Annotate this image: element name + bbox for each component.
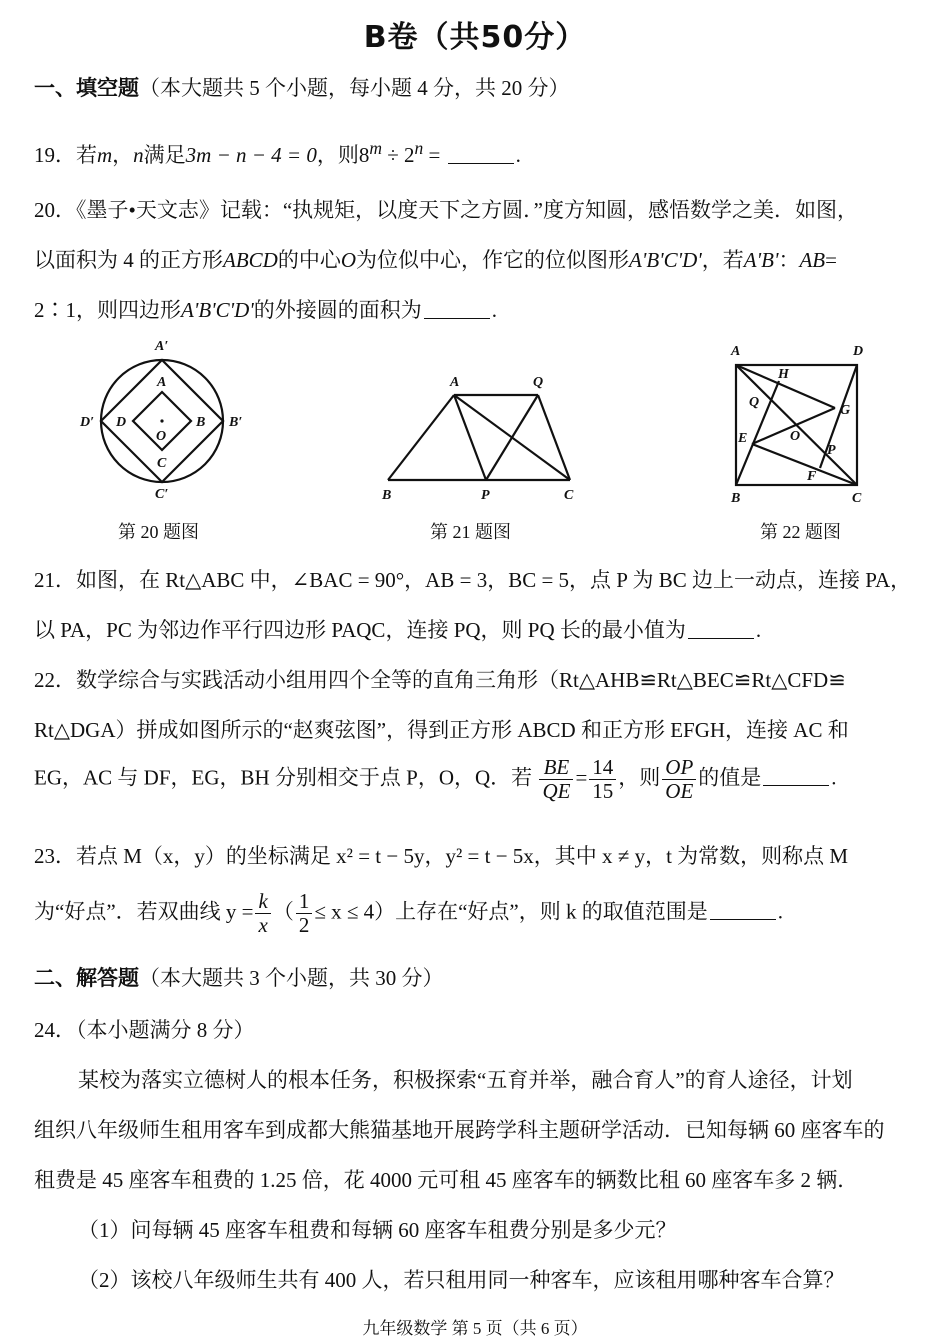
question-22-line-2 <box>34 714 849 744</box>
label-b: B <box>382 488 392 503</box>
answer-blank[interactable] <box>448 162 514 164</box>
fraction-1-2 <box>296 890 313 937</box>
q19-text: 满足 <box>143 143 186 167</box>
question-number: 23． <box>34 844 76 868</box>
question-19 <box>34 138 521 169</box>
var-n: n <box>133 143 144 167</box>
label-b: B <box>196 415 206 430</box>
question-23-line-2 <box>34 890 783 937</box>
fraction-op-oe <box>662 756 696 803</box>
q20-ab: AB <box>799 248 826 272</box>
answer-blank[interactable] <box>763 784 829 786</box>
label-a: A <box>157 375 167 390</box>
q24-sub-question-1: （1）问每辆 45 座客车租费和每辆 60 座客车租费分别是多少元？ <box>78 1218 677 1242</box>
q20-abcd-prime: A'B'C'D' <box>629 248 702 272</box>
q19-eq: = <box>423 143 446 167</box>
question-21-line-1 <box>34 564 911 594</box>
fraction-k-x <box>255 890 270 937</box>
q19-end: . <box>515 143 521 167</box>
figure-22-caption: 第 22 题图 <box>760 522 841 542</box>
q23-text: （ <box>272 899 294 924</box>
q20-end: . <box>491 298 498 322</box>
q21-text: 以 PA，PC 为邻边作平行四边形 PAQC，连接 PQ，则 PQ 长的最小值为 <box>34 618 686 642</box>
label-c-prime: C′ <box>155 487 169 502</box>
label-f: F <box>807 469 817 484</box>
label-a: A <box>731 344 741 359</box>
answer-blank[interactable] <box>424 317 490 319</box>
question-20-line-1 <box>34 194 858 224</box>
label-c: C <box>564 488 574 503</box>
frac-num: OP <box>662 756 696 780</box>
q23-text: 为“好点”．若双曲线 y = <box>34 899 254 924</box>
question-number: 24． <box>34 1018 76 1042</box>
section-1-heading <box>34 72 570 102</box>
label-a: A <box>450 375 460 390</box>
q20-text: 为位似中心，作它的位似图形 <box>356 248 629 272</box>
q20-text: 2∶1，则四边形 <box>34 298 181 322</box>
question-number: 20． <box>34 198 76 222</box>
frac-den: 2 <box>298 913 310 938</box>
q22-text: EG，AC 与 DF，EG，BH 分别相交于点 P，O，Q．若 <box>34 765 533 790</box>
q21-end: . <box>755 618 762 642</box>
q22-text: 的值是 <box>698 765 762 790</box>
q19-text: ，则 <box>316 143 359 167</box>
label-o: O <box>790 429 801 444</box>
question-20-line-2 <box>34 244 837 274</box>
q24-paragraph-line-2: 组织八年级师生租用客车到成都大熊猫基地开展跨学科主题研学活动．已知每辆 60 座客车的 <box>34 1118 885 1142</box>
q23-text: ≤ x ≤ 4）上存在“好点”，则 k 的取值范围是 <box>314 899 708 924</box>
q19-sep: ， <box>112 143 134 167</box>
q20-o: O <box>340 248 356 272</box>
frac-den: x <box>258 913 268 938</box>
q24-sub-question-2: （2）该校八年级师生共有 400 人，若只租用同一种客车，应该租用哪种客车合算？ <box>78 1268 845 1292</box>
frac-den: QE <box>542 779 571 804</box>
figure-20-caption: 第 20 题图 <box>118 522 199 542</box>
q24-paragraph-line-3: 租费是 45 座客车租费的 1.25 倍，花 4000 元可租 45 座客车的辆数比租 60 座客车多 2 辆． <box>34 1168 859 1192</box>
figure-21-caption: 第 21 题图 <box>430 522 511 542</box>
question-22-line-3 <box>34 756 837 803</box>
frac-num: BE <box>539 756 573 780</box>
figure-21-diagram <box>378 368 588 508</box>
label-d-prime: D′ <box>80 415 95 430</box>
q22-end: . <box>831 765 837 790</box>
label-e: E <box>738 431 748 446</box>
q24-score: （本小题满分 8 分） <box>76 1018 255 1042</box>
section-2-heading <box>34 962 444 992</box>
question-21-line-2 <box>34 614 761 644</box>
label-o: O <box>156 429 167 444</box>
section-2-note: （本大题共 3 个小题，共 30 分） <box>139 966 444 990</box>
q24-paragraph-line-1: 某校为落实立德树人的根本任务，积极探索“五育并举，融合育人”的育人途径，计划 <box>78 1068 853 1092</box>
question-20-line-3 <box>34 294 497 324</box>
label-g: G <box>840 403 851 418</box>
fraction-be-qe <box>539 756 573 803</box>
label-c: C <box>852 491 862 506</box>
label-b-prime: B′ <box>229 415 243 430</box>
q22-text: ，则 <box>618 765 661 790</box>
q19-text: 若 <box>76 143 97 167</box>
label-q: Q <box>749 395 760 410</box>
q23-end: . <box>777 899 784 924</box>
q20-colon: ： <box>778 248 800 272</box>
page-footer: 九年级数学 第 5 页（共 6 页） <box>362 1319 588 1338</box>
q19-expr: 8 <box>358 143 370 167</box>
fraction-14-15 <box>589 756 616 803</box>
q20-eq: = <box>825 248 837 272</box>
q20-abcd-prime: A'B'C'D' <box>181 298 254 322</box>
exp-m: m <box>369 138 382 158</box>
question-number: 21． <box>34 568 76 592</box>
label-a-prime: A′ <box>155 339 169 354</box>
label-b: B <box>731 491 741 506</box>
exp-n: n <box>414 138 424 158</box>
q20-text: 以面积为 4 的正方形 <box>34 248 223 272</box>
answer-blank[interactable] <box>710 918 776 920</box>
label-p: P <box>827 443 836 458</box>
label-d: D <box>116 415 127 430</box>
question-number: 22． <box>34 668 76 692</box>
q19-equation: 3m − n − 4 = 0 <box>185 143 317 167</box>
section-2-head: 二、解答题 <box>34 966 139 990</box>
question-24-header <box>34 1014 255 1044</box>
section-1-head: 一、填空题 <box>34 76 139 100</box>
q20-text: 《墨子•天文志》记载：“执规矩，以度天下之方圆．”度方知圆，感悟数学之美．如图， <box>76 198 858 222</box>
label-c: C <box>157 456 167 471</box>
question-22-line-1 <box>34 664 846 694</box>
q20-abcd: ABCD <box>223 248 278 272</box>
frac-den: OE <box>665 779 694 804</box>
figure-20-diagram <box>70 335 260 510</box>
question-23-line-1 <box>34 840 848 870</box>
q22-text: 数学综合与实践活动小组用四个全等的直角三角形（Rt△AHB≌Rt△BEC≌Rt△CFD≌ <box>76 668 846 692</box>
figure-22-diagram <box>722 338 872 508</box>
q21-text: 如图，在 Rt△ABC 中，∠BAC = 90°，AB = 3，BC = 5，点 P 为 BC 边上一动点，连接 PA， <box>76 568 912 592</box>
q20-text: 的中心 <box>277 248 341 272</box>
question-number: 19． <box>34 143 76 167</box>
page-title: B卷（共50分） <box>363 20 587 55</box>
var-m: m <box>97 143 113 167</box>
frac-num: 14 <box>589 756 616 780</box>
frac-num: k <box>255 890 270 914</box>
q20-text: ，若 <box>701 248 744 272</box>
q19-div: ÷ 2 <box>382 143 415 167</box>
label-d: D <box>853 344 864 359</box>
q23-text: 若点 M（x，y）的坐标满足 x² = t − 5y，y² = t − 5x，其中 x ≠ y，t 为常数，则称点 M <box>76 844 849 868</box>
label-q: Q <box>533 375 544 390</box>
q20-ab-prime: A'B' <box>743 248 779 272</box>
answer-blank[interactable] <box>688 637 754 639</box>
frac-num: 1 <box>296 890 313 914</box>
q20-text: 的外接圆的面积为 <box>253 298 422 322</box>
frac-den: 15 <box>592 779 614 804</box>
q22-eq: = <box>575 765 588 790</box>
q22-text: Rt△DGA）拼成如图所示的“赵爽弦图”，得到正方形 ABCD 和正方形 EFGH，连接 AC 和 <box>34 718 849 742</box>
label-h: H <box>778 367 789 382</box>
label-p: P <box>481 488 490 503</box>
section-1-note: （本大题共 5 个小题，每小题 4 分，共 20 分） <box>139 76 570 100</box>
